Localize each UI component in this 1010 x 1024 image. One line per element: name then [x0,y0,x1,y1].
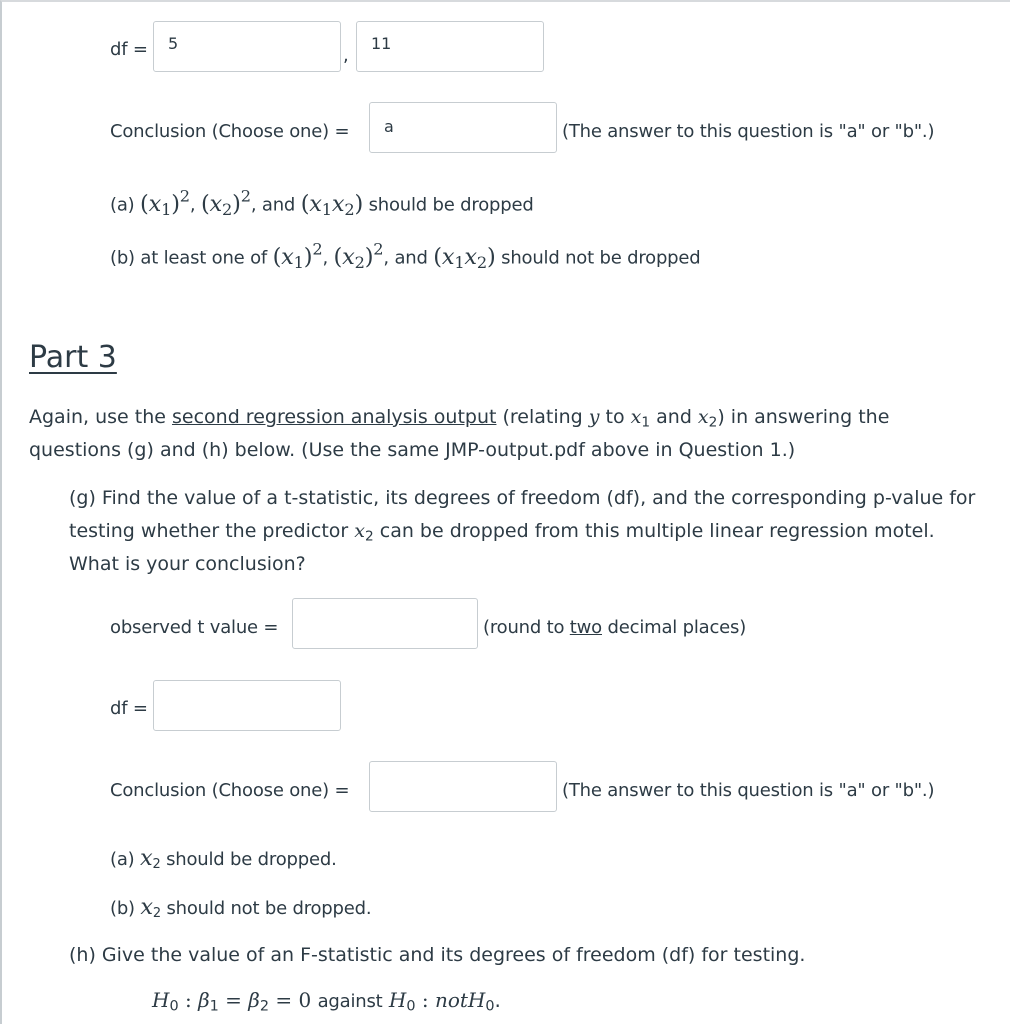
df-label: df = [110,39,148,60]
question-g-line3: What is your conclusion? [69,553,306,575]
second-regression-output-link[interactable]: second regression analysis output [172,406,497,428]
g-option-b: (b) $x_2$ should not be dropped. [110,894,372,922]
t-value-input[interactable] [292,598,478,649]
hypothesis-statement: $H_0$ : $\beta_1 = \beta_2 = 0$ against $H_0$ : notH$_0$. [152,988,501,1015]
conclusion-label: Conclusion (Choose one) = [110,121,350,142]
df-input-g[interactable] [153,680,341,731]
question-g-line2: testing whether the predictor $x_2$ can be dropped from this multiple linear regression motel. [69,520,935,545]
conclusion-input[interactable]: a [369,102,557,153]
conclusion-hint-g: (The answer to this question is "a" or "b".) [562,780,935,801]
question-h-line: (h) Give the value of an F-statistic and its degrees of freedom (df) for testing. [69,944,806,966]
df-separator: , [343,45,349,66]
df-label-g: df = [110,698,148,719]
option-b: (b) at least one of $(x_1)^2$, $(x_2)^2$, and $(x_1x_2)$ should not be dropped [110,239,701,272]
part3-intro-line1: Again, use the second regression analysis output (relating y to $x_1$ and $x_2$) in answering the [29,406,890,431]
g-option-a: (a) $x_2$ should be dropped. [110,845,337,873]
option-a: (a) $(x_1)^2$, $(x_2)^2$, and $(x_1x_2)$ should be dropped [110,186,534,219]
t-value-hint: (round to two decimal places) [483,617,747,638]
df-numerator-input[interactable]: 5 [153,21,341,72]
part3-heading: Part 3 [29,340,117,375]
df-denominator-input[interactable]: 11 [356,21,544,72]
conclusion-label-g: Conclusion (Choose one) = [110,780,350,801]
t-value-label: observed t value = [110,617,279,638]
part3-intro-line2: questions (g) and (h) below. (Use the same JMP-output.pdf above in Question 1.) [29,439,796,461]
question-g-line1: (g) Find the value of a t-statistic, its degrees of freedom (df), and the corresponding p-value for [69,487,976,509]
conclusion-input-g[interactable] [369,761,557,812]
conclusion-hint: (The answer to this question is "a" or "b".) [562,121,935,142]
